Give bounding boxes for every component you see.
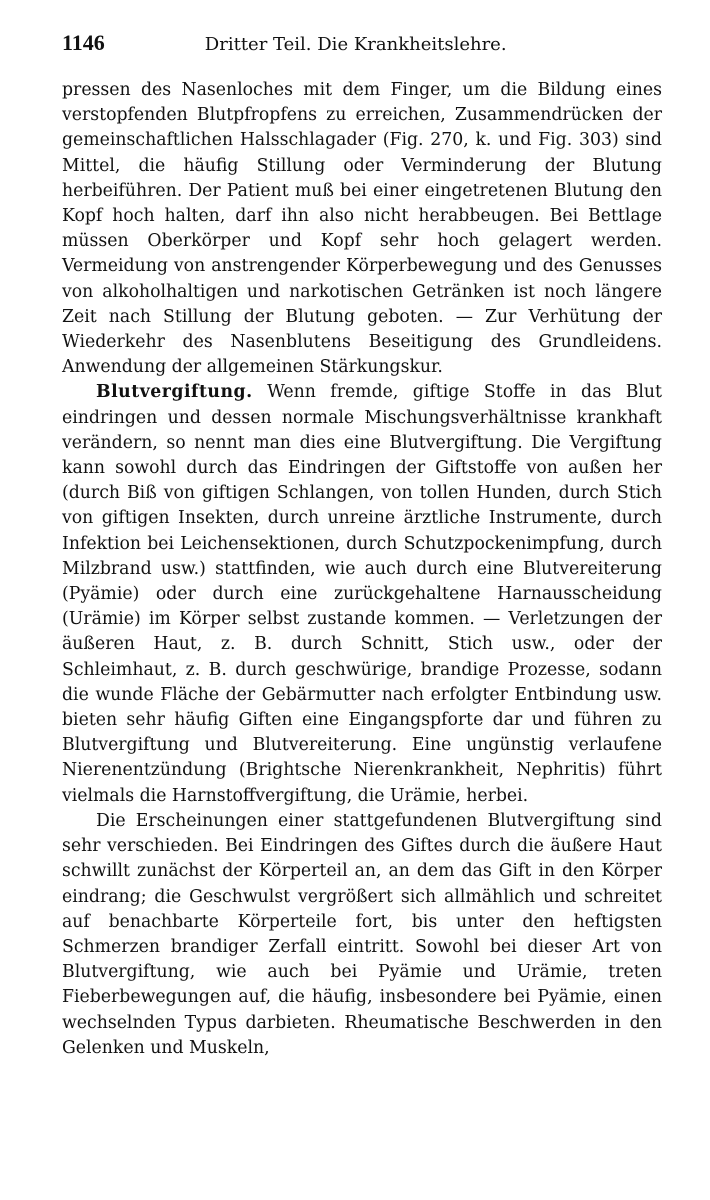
body-text xyxy=(62,78,662,1061)
page-header xyxy=(62,30,662,64)
paragraph-erscheinungen xyxy=(62,809,662,1061)
book-page xyxy=(62,30,662,1061)
paragraph-text: Die Erscheinungen einer stattgefundenen Blutvergiftung sind sehr verschieden. Bei Eindringen des Giftes durch die äußere Haut schwillt zunächst der Körperteil an, an dem das Gift in den Körper eindrang; die Geschwulst vergrößert sich allmählich und schreitet auf benachbarte Körperteile fort, bis unter den heftigsten Schmerzen brandiger Zerfall eintritt. Sowohl bei dieser Art von Blutvergiftung, wie auch bei Pyämie und Urämie, treten Fieberbewegungen auf, die häufig, insbesondere bei Pyämie, einen wechselnden Typus darbieten. Rheumatische Beschwerden in den Gelenken und Muskeln, xyxy=(62,810,662,1058)
paragraph-text: pressen des Nasenloches mit dem Finger, um die Bildung eines verstopfenden Blutpfropfens zu erreichen, Zusammendrücken der gemeinschaftlichen Halsschlagader (Fig. 270, k. und Fig. 303) sind Mittel, die häufig Stillung oder Verminderung der Blutung herbeiführen. Der Patient muß bei einer eingetretenen Blutung den Kopf hoch halten, darf ihn also nicht herabbeugen. Bei Bettlage müssen Oberkörper und Kopf sehr hoch gelagert werden. Vermeidung von anstrengender Körperbewegung und des Genusses von alkoholhaltigen und narkotischen Getränken ist noch längere Zeit nach Stillung der Blutung geboten. — Zur Verhütung der Wiederkehr des Nasenblutens Beseitigung des Grundleidens. Anwendung der allgemeinen Stärkungskur. xyxy=(62,80,662,378)
page-number: 1146 xyxy=(62,30,105,55)
paragraph-nasenbluten-continued xyxy=(62,78,662,380)
running-head: Dritter Teil. Die Krankheitslehre. xyxy=(204,34,507,55)
paragraph-blutvergiftung xyxy=(62,380,662,808)
section-heading: Blutvergiftung. xyxy=(96,382,253,403)
paragraph-text: Wenn fremde, giftige Stoffe in das Blut eindringen und dessen normale Mischungsverhältnisse krankhaft verändern, so nennt man dies eine Blutvergiftung. Die Vergiftung kann sowohl durch das Eindringen der Giftstoffe von außen her (durch Biß von giftigen Schlangen, von tollen Hunden, durch Stich von giftigen Insekten, durch unreine ärztliche Instrumente, durch Infektion bei Leichensektionen, durch Schutzpockenimpfung, durch Milzbrand usw.) stattfinden, wie auch durch eine Blutvereiterung (Pyämie) oder durch eine zurückgehaltene Harnausscheidung (Urämie) im Körper selbst zustande kommen. — Verletzungen der äußeren Haut, z. B. durch Schnitt, Stich usw., oder der Schleimhaut, z. B. durch geschwürige, brandige Prozesse, sodann die wunde Fläche der Gebärmutter nach erfolgter Entbindung usw. bieten sehr häufig Giften eine Eingangspforte dar und führen zu Blutvergiftung und Blutvereiterung. Eine ungünstig verlaufene Nierenentzündung (Brightsche Nierenkrankheit, Nephritis) führt vielmals die Harnstoffvergiftung, die Urämie, herbei. xyxy=(62,382,662,806)
